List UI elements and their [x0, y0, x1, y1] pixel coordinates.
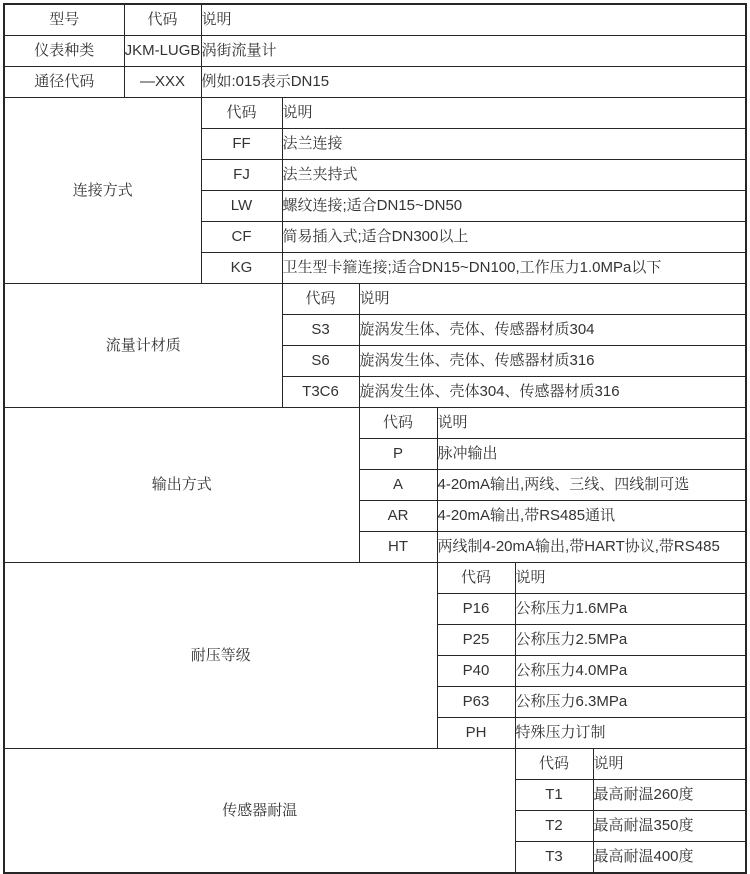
desc-cell: 最高耐温260度 — [593, 780, 746, 811]
desc-cell: 公称压力6.3MPa — [515, 687, 746, 718]
section-label-material: 流量计材质 — [4, 284, 282, 408]
desc-cell: 公称压力2.5MPa — [515, 625, 746, 656]
code-cell: S3 — [282, 315, 359, 346]
code-cell: S6 — [282, 346, 359, 377]
code-cell: FF — [201, 129, 282, 160]
section-label-pressure-rating: 耐压等级 — [4, 563, 437, 749]
code-cell: —XXX — [124, 67, 201, 98]
code-cell: T3C6 — [282, 377, 359, 408]
diameter-code-label: 通径代码 — [4, 67, 124, 98]
table-row — [4, 98, 746, 129]
desc-cell: 脉冲输出 — [437, 439, 746, 470]
model-selection-table — [3, 3, 747, 874]
code-cell: P — [359, 439, 437, 470]
desc-cell: 最高耐温400度 — [593, 842, 746, 874]
table-row — [4, 4, 746, 36]
table-row — [4, 749, 746, 780]
sub-header-code: 代码 — [282, 284, 359, 315]
sub-header-desc: 说明 — [282, 98, 746, 129]
code-cell: KG — [201, 253, 282, 284]
code-cell: T1 — [515, 780, 593, 811]
table-row — [4, 36, 746, 67]
header-code: 代码 — [124, 4, 201, 36]
desc-cell: 简易插入式;适合DN300以上 — [282, 222, 746, 253]
header-desc: 说明 — [201, 4, 746, 36]
code-cell: P16 — [437, 594, 515, 625]
code-cell: LW — [201, 191, 282, 222]
desc-cell: 4-20mA输出,两线、三线、四线制可选 — [437, 470, 746, 501]
code-cell: T2 — [515, 811, 593, 842]
sub-header-code: 代码 — [437, 563, 515, 594]
desc-cell: 特殊压力订制 — [515, 718, 746, 749]
section-label-connection-type: 连接方式 — [4, 98, 201, 284]
desc-cell: 公称压力4.0MPa — [515, 656, 746, 687]
desc-cell: 法兰连接 — [282, 129, 746, 160]
table-row — [4, 563, 746, 594]
sub-header-desc: 说明 — [359, 284, 746, 315]
desc-cell: 最高耐温350度 — [593, 811, 746, 842]
desc-cell: 涡街流量计 — [201, 36, 746, 67]
section-label-temperature-rating: 传感器耐温 — [4, 749, 515, 874]
desc-cell: 螺纹连接;适合DN15~DN50 — [282, 191, 746, 222]
code-cell: T3 — [515, 842, 593, 874]
code-cell: CF — [201, 222, 282, 253]
section-label-output-mode: 输出方式 — [4, 408, 359, 563]
sub-header-code: 代码 — [201, 98, 282, 129]
code-cell: A — [359, 470, 437, 501]
table-row — [4, 67, 746, 98]
code-cell: P25 — [437, 625, 515, 656]
instrument-type-label: 仪表种类 — [4, 36, 124, 67]
desc-cell: 旋涡发生体、壳体304、传感器材质316 — [359, 377, 746, 408]
desc-cell: 卫生型卡箍连接;适合DN15~DN100,工作压力1.0MPa以下 — [282, 253, 746, 284]
sub-header-code: 代码 — [359, 408, 437, 439]
header-model: 型号 — [4, 4, 124, 36]
desc-cell: 例如:015表示DN15 — [201, 67, 746, 98]
table-row — [4, 284, 746, 315]
code-cell: HT — [359, 532, 437, 563]
sub-header-desc: 说明 — [515, 563, 746, 594]
desc-cell: 公称压力1.6MPa — [515, 594, 746, 625]
code-cell: JKM-LUGB — [124, 36, 201, 67]
desc-cell: 旋涡发生体、壳体、传感器材质316 — [359, 346, 746, 377]
desc-cell: 4-20mA输出,带RS485通讯 — [437, 501, 746, 532]
code-cell: P63 — [437, 687, 515, 718]
table-row — [4, 408, 746, 439]
sub-header-code: 代码 — [515, 749, 593, 780]
sub-header-desc: 说明 — [437, 408, 746, 439]
code-cell: P40 — [437, 656, 515, 687]
desc-cell: 法兰夹持式 — [282, 160, 746, 191]
desc-cell: 两线制4-20mA输出,带HART协议,带RS485 — [437, 532, 746, 563]
code-cell: AR — [359, 501, 437, 532]
desc-cell: 旋涡发生体、壳体、传感器材质304 — [359, 315, 746, 346]
code-cell: PH — [437, 718, 515, 749]
code-cell: FJ — [201, 160, 282, 191]
sub-header-desc: 说明 — [593, 749, 746, 780]
